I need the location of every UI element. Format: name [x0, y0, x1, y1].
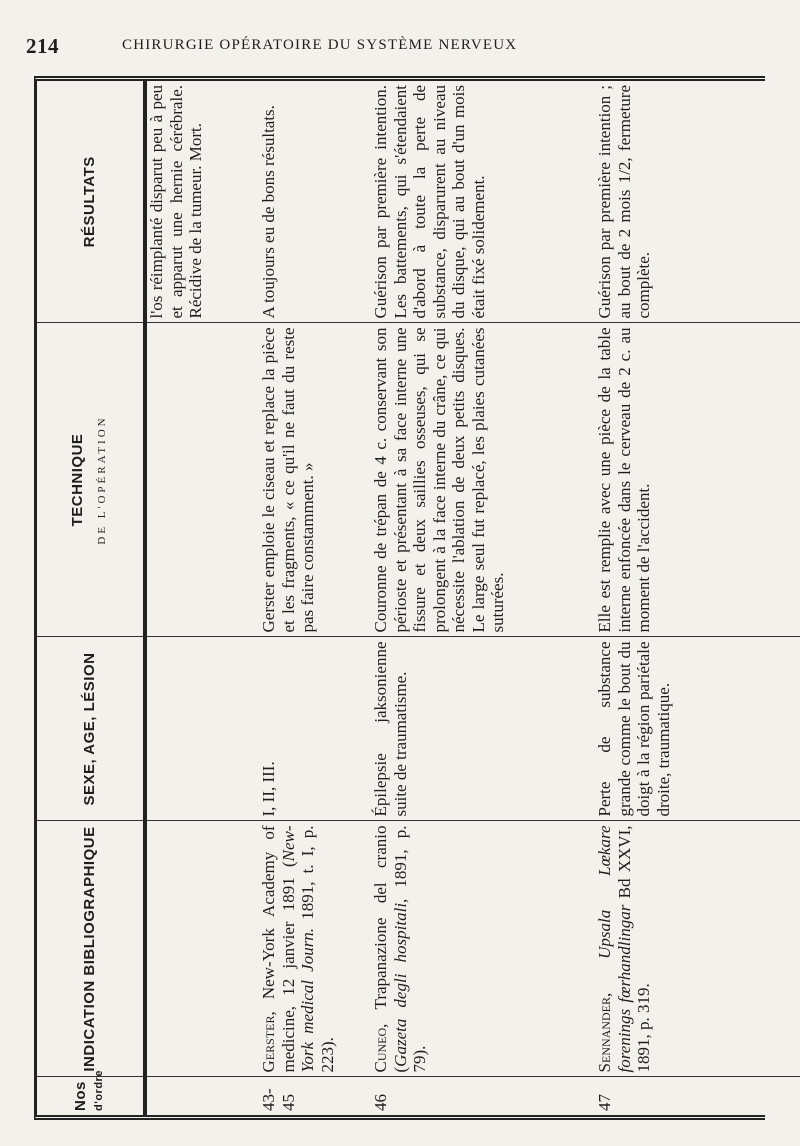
table-row	[595, 81, 800, 1115]
header-num-bottom: d'ordre	[93, 1070, 105, 1111]
row-sex: I, II, III.	[259, 637, 371, 821]
row-sex	[145, 637, 259, 821]
row-res: Guérison par première intention. Les battements, qui s'étendaient d'abord à toute la perte de substance, disparurent au niveau du disque, qui au bout d'un mois était fixé solidement.	[371, 81, 595, 323]
header-tech-title: TECHNIQUE	[68, 433, 86, 527]
row-num: 46	[371, 1094, 390, 1111]
row-res: A toujours eu de bons résultats.	[259, 81, 371, 323]
bib-text: 1891, t. I, p. 223).	[298, 825, 337, 1073]
page-number: 214	[26, 34, 59, 58]
running-head: CHIRURGIE OPÉRATOIRE DU SYSTÈME NERVEUX	[122, 37, 518, 53]
header-tech	[37, 323, 145, 637]
row-sex: Perte de substance grande comme le bout du doigt à la région pariétale droite, traumatique.	[595, 637, 800, 821]
header-bib: INDICATION BIBLIOGRAPHIQUE	[37, 821, 145, 1077]
table-frame	[34, 76, 765, 1120]
row-tech	[145, 323, 259, 637]
row-res: l'os réimplanté disparut peu à peu et apparut une hernie cérébrale. Récidive de la tumeur. Mort.	[145, 81, 259, 323]
bibliography-table	[37, 81, 800, 1115]
header-num	[37, 1070, 145, 1115]
table-row	[371, 81, 595, 1115]
bib-author: Sennander	[595, 997, 614, 1073]
bib-text: Bd XXVI, 1891, p. 319.	[614, 825, 653, 1073]
row-bib	[259, 821, 371, 1077]
header-num-top: Nos	[71, 1081, 89, 1111]
row-bib	[145, 821, 259, 1077]
header-tech-sub: DE L'OPÉRATION	[96, 415, 108, 545]
bib-author: Gerster	[259, 1015, 278, 1073]
row-tech: Gerster emploie le ciseau et replace la pièce et les fragments, « ce qu'il ne faut du reste pas faire constamment. »	[259, 323, 371, 637]
bib-journal: Gazeta degli hospitali	[390, 902, 410, 1067]
row-res: Guérison par première intention ; au bout de 2 mois 1/2, fermeture complète.	[595, 81, 800, 323]
row-bib	[371, 821, 595, 1077]
row-num: 43-45	[259, 1088, 298, 1111]
bib-journal: New-York medical Journ.	[278, 825, 317, 1073]
rotated-table	[37, 81, 765, 1115]
bib-text: ,	[595, 958, 614, 998]
row-tech: Couronne de trépan de 4 c. conservant son périoste et présentant à sa face interne une fissure et deux saillies osseuses, qui se prolongent à la face interne du crâne, ce qui nécessite l'ablation de deux petits disques. Le large seul fut replacé, les plaies cutanées suturées.	[371, 323, 595, 637]
table-row	[145, 81, 259, 1115]
bib-journal: Upsala Lœkare forenings fœrhandlingar	[595, 825, 634, 1073]
bib-text: , New-York Academy of medicine, 12 janvier 1891 (	[259, 825, 298, 1073]
table-row	[259, 81, 371, 1115]
row-num	[145, 1077, 259, 1115]
row-num: 47	[595, 1094, 614, 1111]
header-res: RÉSULTATS	[37, 81, 145, 323]
header-sex: SEXE, AGE, LÉSION	[37, 637, 145, 821]
bib-text: , 1891, p. 79).	[390, 825, 429, 1073]
bib-author: Cuneo	[371, 1027, 390, 1073]
row-sex: Épilepsie jaksonienne suite de traumatisme.	[371, 637, 595, 821]
row-bib	[595, 821, 800, 1077]
row-tech: Elle est remplie avec une pièce de la table interne enfoncée dans le cerveau de 2 c. au moment de l'accident.	[595, 323, 800, 637]
bib-text: , Trapanazione del cranio (	[371, 825, 410, 1073]
header-row	[37, 81, 145, 1115]
